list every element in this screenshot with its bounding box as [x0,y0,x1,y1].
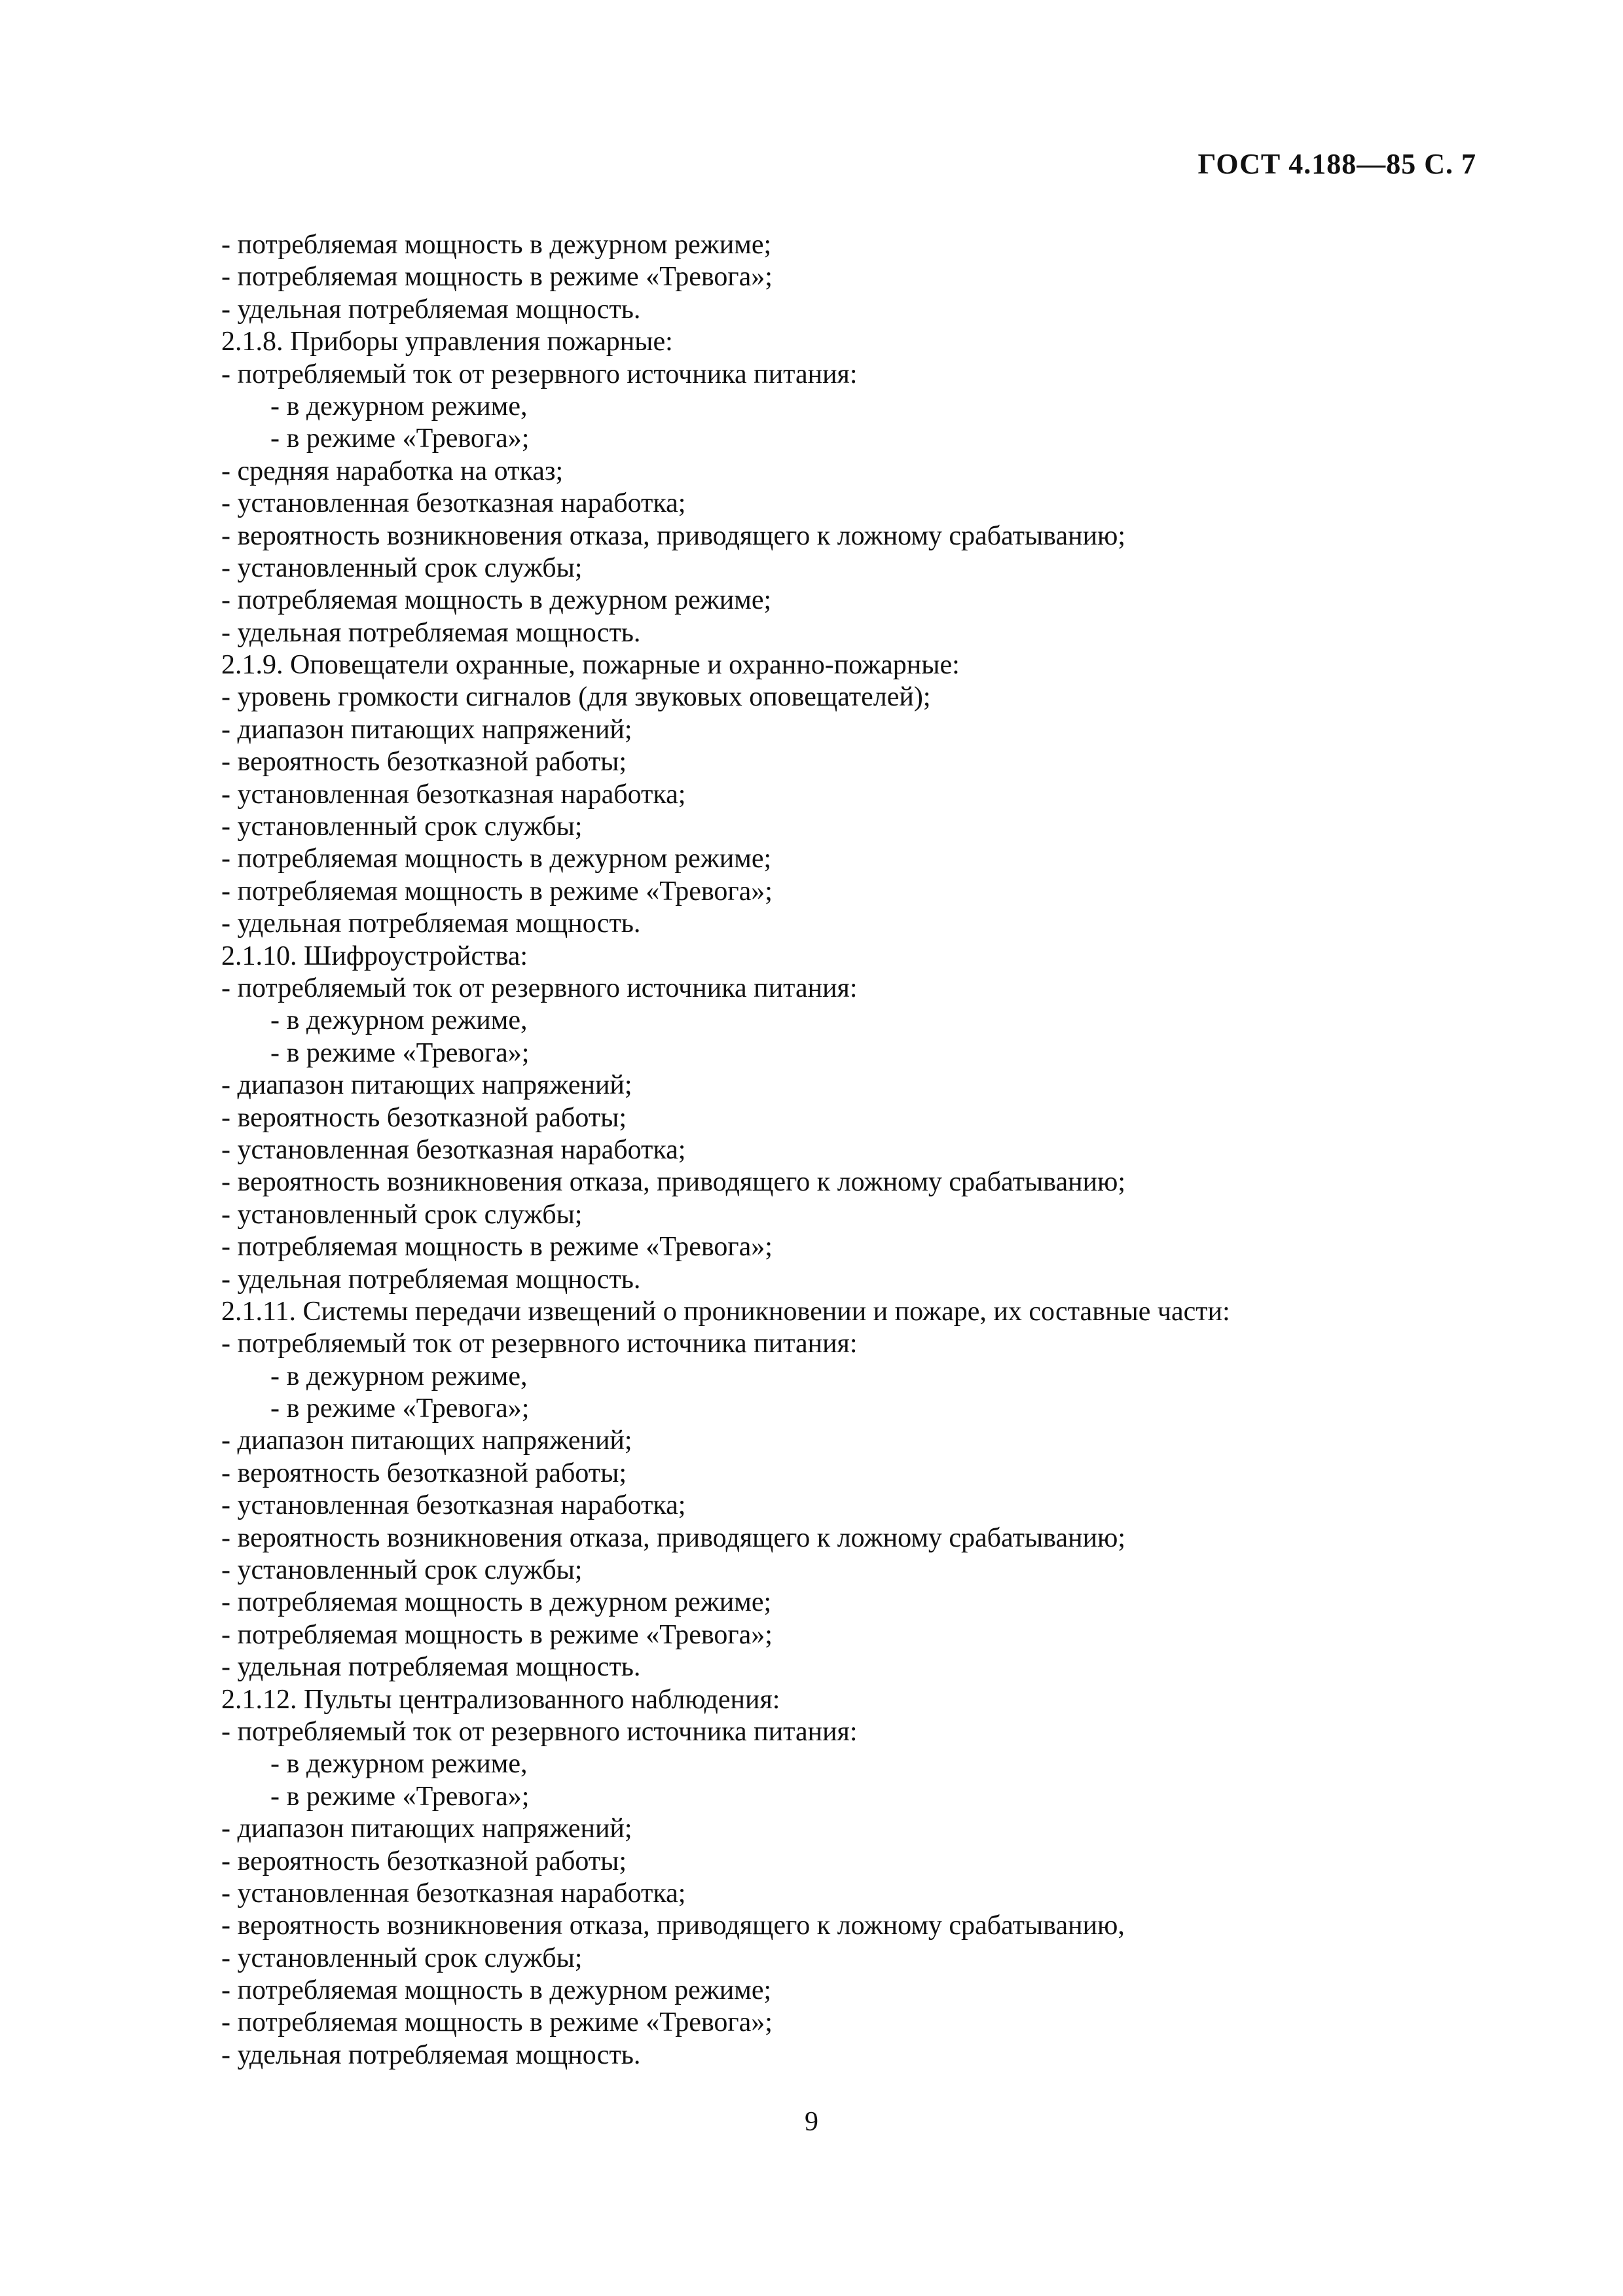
list-item: - потребляемая мощность в дежурном режиме; [221,230,772,260]
list-item: - потребляемая мощность в дежурном режиме; [221,585,772,616]
document-body [221,229,1478,2072]
list-item: - средняя наработка на отказ; [221,456,564,486]
list-item: - удельная потребляемая мощность. [221,1264,641,1295]
sub-list-item: - в дежурном режиме, [270,1005,528,1036]
sub-list-item: - в режиме «Тревога»; [270,423,530,454]
list-item: - диапазон питающих напряжений; [221,1426,632,1456]
sub-list-item: - в дежурном режиме, [270,391,528,422]
list-item: - потребляемая мощность в дежурном режиме; [221,1587,772,1618]
list-item: - потребляемая мощность в режиме «Тревога»; [221,1232,773,1263]
list-item: - диапазон питающих напряжений; [221,1070,632,1101]
list-item: - уровень громкости сигналов (для звуковых оповещателей); [221,682,931,713]
section-heading: 2.1.12. Пульты централизованного наблюдения: [221,1684,780,1715]
list-item: - установленная безотказная наработка; [221,1134,686,1165]
list-item: - потребляемый ток от резервного источника питания: [221,359,858,389]
list-item: - потребляемый ток от резервного источника питания: [221,1329,858,1359]
list-item: - вероятность возникновения отказа, приводящего к ложному срабатыванию, [221,1910,1125,1941]
list-item: - потребляемая мощность в режиме «Тревога»; [221,2007,773,2038]
list-item: - потребляемая мощность в дежурном режиме; [221,1975,772,2006]
list-item: - установленная безотказная наработка; [221,1878,686,1909]
list-item: - вероятность возникновения отказа, приводящего к ложному срабатыванию; [221,520,1126,551]
sub-list-item: - в дежурном режиме, [270,1749,528,1780]
page-header-title: ГОСТ 4.188—85 С. 7 [1197,148,1476,180]
section-heading: 2.1.9. Оповещатели охранные, пожарные и охранно-пожарные: [221,650,960,681]
list-item: - установленная безотказная наработка; [221,779,686,810]
list-item: - удельная потребляемая мощность. [221,1652,641,1683]
list-item: - потребляемая мощность в режиме «Тревога»; [221,262,773,293]
list-item: - установленный срок службы; [221,812,583,842]
section-heading: 2.1.8. Приборы управления пожарные: [221,327,673,357]
list-item: - вероятность безотказной работы; [221,1102,627,1133]
list-item: - диапазон питающих напряжений; [221,1814,632,1844]
list-item: - потребляемая мощность в дежурном режиме; [221,844,772,874]
sub-list-item: - в дежурном режиме, [270,1361,528,1391]
sub-list-item: - в режиме «Тревога»; [270,1393,530,1424]
list-item: - диапазон питающих напряжений; [221,714,632,745]
sub-list-item: - в режиме «Тревога»; [270,1037,530,1068]
list-item: - потребляемый ток от резервного источника питания: [221,973,858,1003]
list-item: - установленная безотказная наработка; [221,488,686,519]
list-item: - потребляемая мощность в режиме «Тревога»; [221,876,773,906]
list-item: - удельная потребляемая мощность. [221,617,641,648]
list-item: - вероятность безотказной работы; [221,1458,627,1488]
list-item: - удельная потребляемая мощность. [221,2039,641,2070]
list-item: - установленный срок службы; [221,1555,583,1586]
list-item: - установленный срок службы; [221,552,583,583]
list-item: - вероятность возникновения отказа, приводящего к ложному срабатыванию; [221,1522,1126,1553]
list-item: - вероятность возникновения отказа, приводящего к ложному срабатыванию; [221,1167,1126,1198]
list-item: - вероятность безотказной работы; [221,747,627,778]
list-item: - установленная безотказная наработка; [221,1490,686,1521]
list-item: - установленный срок службы; [221,1199,583,1230]
list-item: - установленный срок службы; [221,1943,583,1973]
list-item: - удельная потребляемая мощность. [221,294,641,325]
page-number: 9 [805,2107,818,2137]
list-item: - вероятность безотказной работы; [221,1846,627,1876]
list-item: - удельная потребляемая мощность. [221,908,641,939]
section-heading: 2.1.10. Шифроустройства: [221,941,528,971]
list-item: - потребляемый ток от резервного источника питания: [221,1716,858,1747]
list-item: - потребляемая мощность в режиме «Тревога»; [221,1619,773,1650]
sub-list-item: - в режиме «Тревога»; [270,1781,530,1812]
section-heading: 2.1.11. Системы передачи извещений о проникновении и пожаре, их составные части: [221,1296,1230,1327]
